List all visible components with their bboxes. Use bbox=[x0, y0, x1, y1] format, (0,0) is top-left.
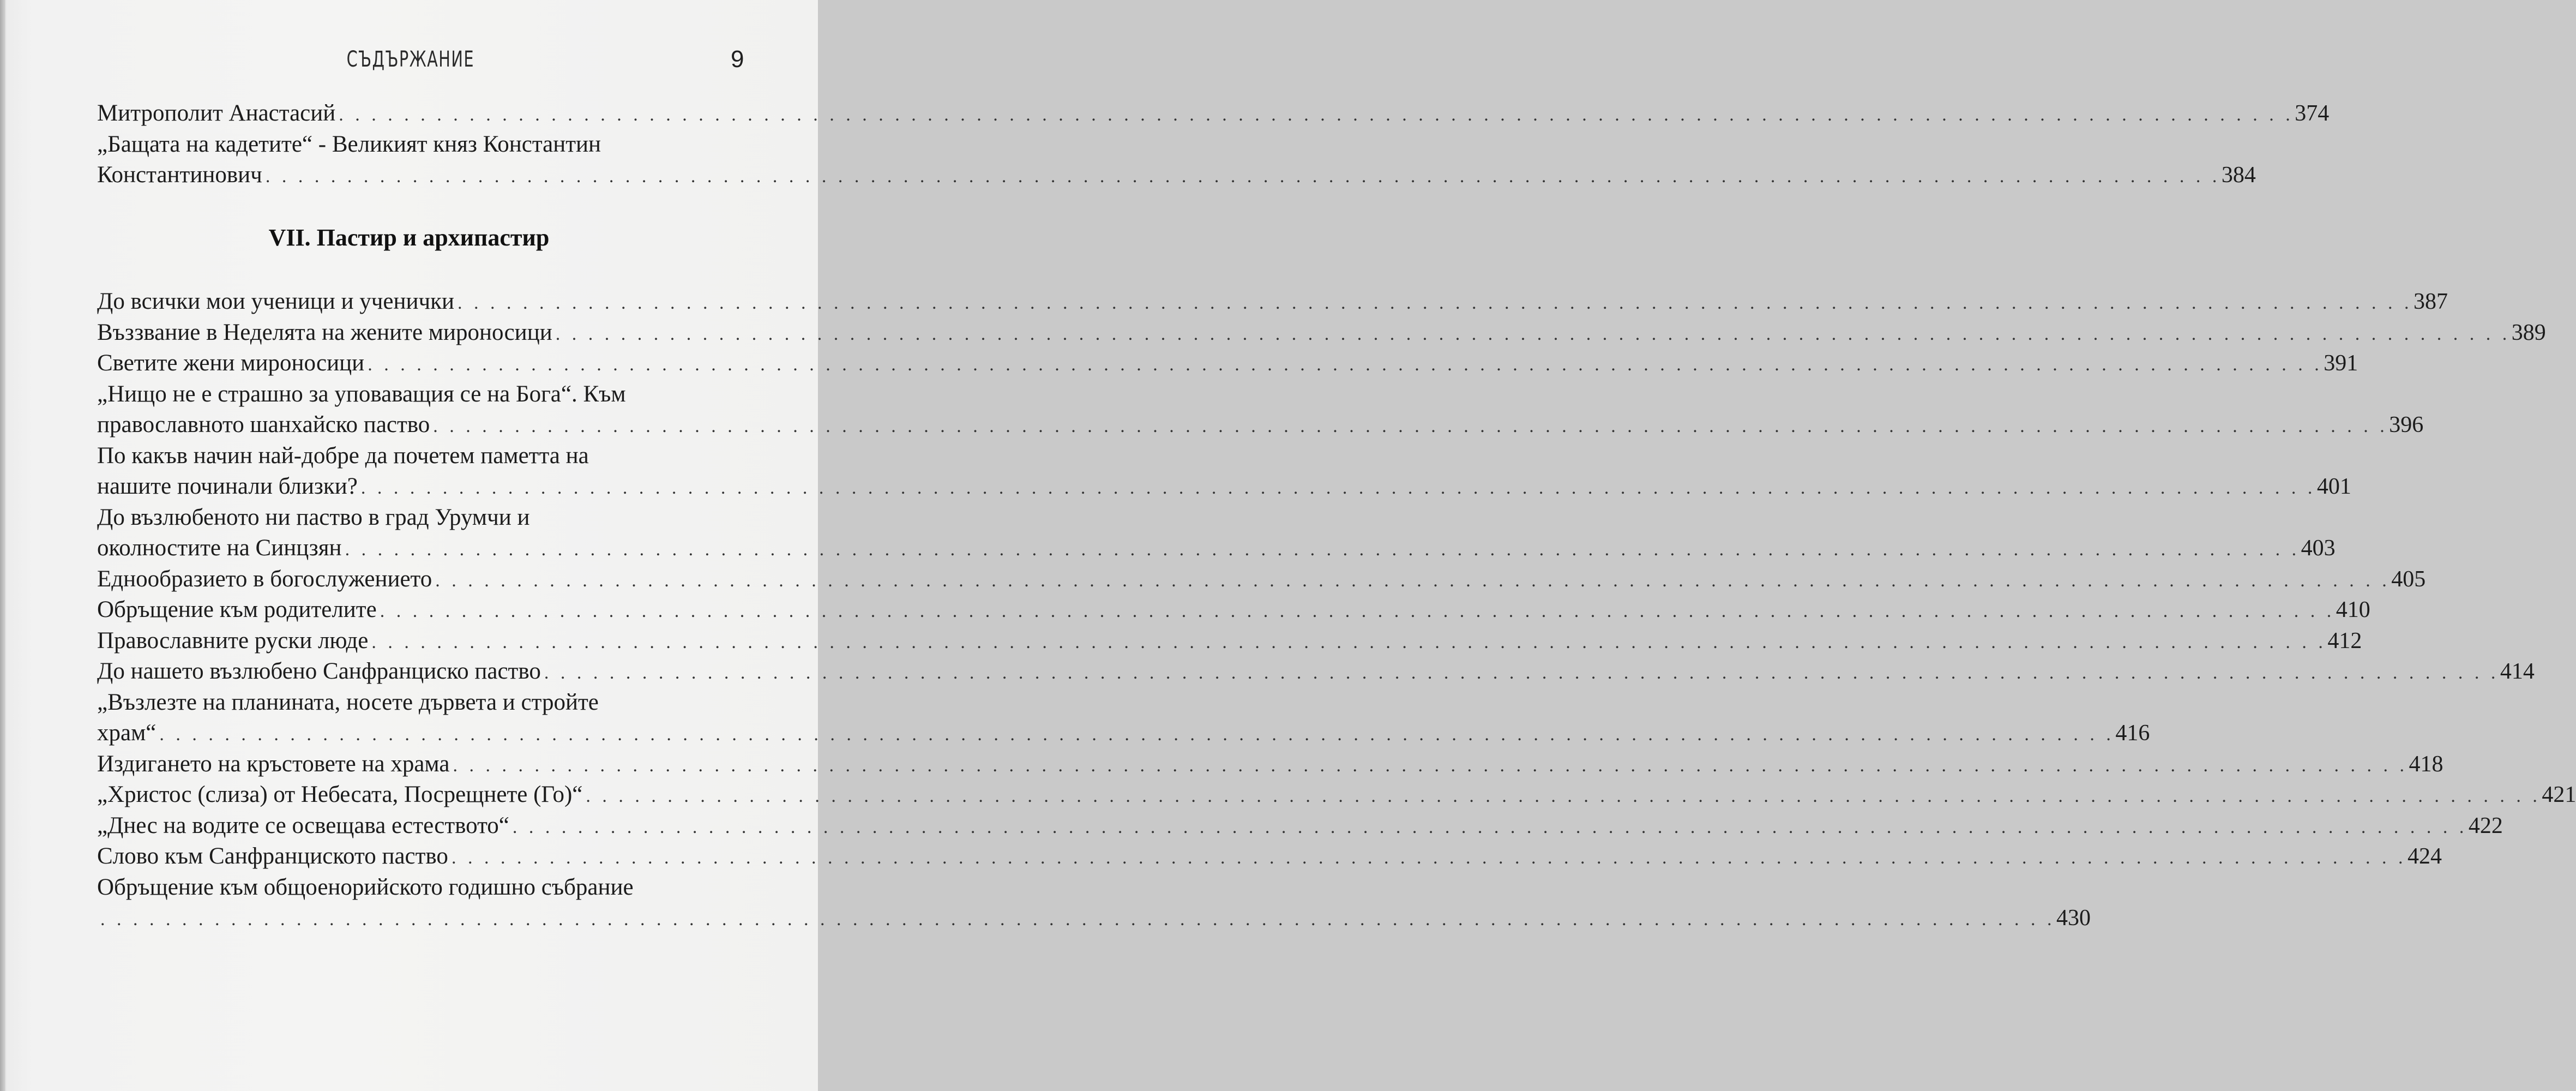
dot-leader: . . . . . . . . . . . . . . . . . . . . . . . . . . . . . . . . . . . . . . . . . . . . . . . . . . . . . . . . . . . . . . . . . . . . . . . . . . . . . . . . . . . . . . . . . . . . . . . . . . . . . . . . . . . . . . . . . . . . . . . . bbox=[555, 323, 2511, 344]
dot-leader: . . . . . . . . . . . . . . . . . . . . . . . . . . . . . . . . . . . . . . . . . . . . . . . . . . . . . . . . . . . . . . . . . . . . . . . . . . . . . . . . . . . . . . . . . . . . . . . . . . . . . . . . . . . . . . . . . . . . . . . . bbox=[544, 663, 2499, 683]
toc-entry bbox=[97, 317, 2546, 349]
dot-leader: . . . . . . . . . . . . . . . . . . . . . . . . . . . . . . . . . . . . . . . . . . . . . . . . . . . . . . . . . . . . . . . . . . . . . . . . . . . . . . . . . . . . . . . . . . . . . . . . . . . . . . . . . . . . . . . . . . . . . . . . bbox=[159, 724, 2115, 745]
toc-entry bbox=[97, 379, 2424, 441]
toc-entry-page: 430 bbox=[2056, 906, 2091, 931]
toc-entry-line bbox=[97, 471, 2351, 502]
toc-entry-title: По какъв начин най-добре да почетем паметта на bbox=[97, 442, 589, 469]
toc-entry-title: Константинович bbox=[97, 162, 262, 188]
toc-entry bbox=[97, 749, 2443, 780]
toc-entry-line bbox=[97, 687, 751, 718]
toc-entry-title: храм“ bbox=[97, 720, 157, 746]
toc-entry-line bbox=[97, 656, 2535, 687]
toc-entry-line bbox=[97, 595, 2370, 626]
toc-entry bbox=[97, 626, 2362, 657]
toc-entry bbox=[97, 656, 2535, 687]
toc-entry-line bbox=[97, 533, 2336, 564]
toc-entry-page: 416 bbox=[2115, 721, 2150, 746]
toc-entry-title: До нашето възлюбено Санфранциско паство bbox=[97, 658, 541, 684]
toc-entry-line bbox=[97, 903, 2091, 934]
toc-entry-title: православното шанхайско паство bbox=[97, 412, 430, 437]
toc-entry-page: 410 bbox=[2336, 597, 2370, 622]
toc-entry bbox=[97, 687, 2150, 749]
toc-entry-title: Въззвание в Неделята на жените мироносици bbox=[97, 319, 552, 345]
toc-entry-page: 401 bbox=[2316, 474, 2351, 499]
toc-entry bbox=[97, 564, 2426, 595]
toc-entry-page: 405 bbox=[2391, 566, 2426, 592]
dot-leader: . . . . . . . . . . . . . . . . . . . . . . . . . . . . . . . . . . . . . . . . . . . . . . . . . . . . . . . . . . . . . . . . . . . . . . . . . . . . . . . . . . . . . . . . . . . . . . . . . . . . . . . . . . . . . . . . . . . . . . . . bbox=[453, 755, 2408, 776]
toc-entry-title: Православните руски люде bbox=[97, 627, 369, 654]
toc-entry-page: 412 bbox=[2327, 628, 2362, 654]
toc-entry-line bbox=[97, 286, 2448, 317]
toc-entry-line bbox=[97, 626, 2362, 657]
toc-entry-page: 421 bbox=[2542, 782, 2576, 807]
toc-entry-title: Обръщение към родителите bbox=[97, 597, 377, 622]
toc-entry-line bbox=[97, 780, 2576, 811]
toc-entry-page: 414 bbox=[2500, 659, 2535, 684]
toc-entry-line bbox=[97, 811, 2503, 842]
toc-entry-page: 418 bbox=[2409, 751, 2443, 777]
toc-entry-title: „Бащата на кадетите“ - Великият княз Константин bbox=[97, 131, 601, 157]
toc-entry-line bbox=[97, 379, 751, 410]
toc-entry bbox=[97, 98, 2330, 129]
toc-entry bbox=[97, 841, 2442, 872]
toc-entry-line bbox=[97, 410, 2424, 441]
toc-entry-title: Еднообразието в богослужението bbox=[97, 566, 432, 592]
dot-leader: . . . . . . . . . . . . . . . . . . . . . . . . . . . . . . . . . . . . . . . . . . . . . . . . . . . . . . . . . . . . . . . . . . . . . . . . . . . . . . . . . . . . . . . . . . . . . . . . . . . . . . . . . . . . . . . . . . . . . . . . bbox=[451, 848, 2406, 868]
toc-entry bbox=[97, 348, 2358, 379]
toc-entry-line bbox=[97, 348, 2358, 379]
toc-entry-page: 424 bbox=[2407, 844, 2442, 869]
toc-entry-page: 422 bbox=[2468, 813, 2503, 838]
toc-entry-title: Издигането на кръстовете на храма bbox=[97, 751, 450, 777]
toc-entry-title: „Христос (слиза) от Небесата, Посрещнете (Го)“ bbox=[97, 782, 583, 807]
toc-entry-line bbox=[97, 749, 2443, 780]
toc-entry bbox=[97, 595, 2370, 626]
toc-entry-title: До възлюбеното ни паство в град Урумчи и bbox=[97, 504, 530, 530]
dot-leader: . . . . . . . . . . . . . . . . . . . . . . . . . . . . . . . . . . . . . . . . . . . . . . . . . . . . . . . . . . . . . . . . . . . . . . . . . . . . . . . . . . . . . . . . . . . . . . . . . . . . . . . . . . . . . . . . . . . . . . . . bbox=[368, 355, 2323, 375]
toc-entry-title: нашите починали близки? bbox=[97, 473, 358, 499]
toc-entry bbox=[97, 872, 2091, 934]
toc-entry-title: околностите на Синцзян bbox=[97, 535, 342, 561]
toc-entry bbox=[97, 780, 2576, 811]
dot-leader: . . . . . . . . . . . . . . . . . . . . . . . . . . . . . . . . . . . . . . . . . . . . . . . . . . . . . . . . . . . . . . . . . . . . . . . . . . . . . . . . . . . . . . . . . . . . . . . . . . . . . . . . . . . . . . . . . . . . . . . . bbox=[100, 909, 2055, 930]
dot-leader: . . . . . . . . . . . . . . . . . . . . . . . . . . . . . . . . . . . . . . . . . . . . . . . . . . . . . . . . . . . . . . . . . . . . . . . . . . . . . . . . . . . . . . . . . . . . . . . . . . . . . . . . . . . . . . . . . . . . . . . . bbox=[458, 293, 2413, 313]
toc-entry-page: 384 bbox=[2221, 163, 2256, 188]
dot-leader: . . . . . . . . . . . . . . . . . . . . . . . . . . . . . . . . . . . . . . . . . . . . . . . . . . . . . . . . . . . . . . . . . . . . . . . . . . . . . . . . . . . . . . . . . . . . . . . . . . . . . . . . . . . . . . . . . . . . . . . . bbox=[433, 416, 2388, 436]
toc-entry-page: 387 bbox=[2414, 289, 2448, 314]
toc-entry-line bbox=[97, 441, 751, 472]
running-head bbox=[0, 45, 818, 77]
toc-entry-page: 391 bbox=[2324, 351, 2358, 376]
toc-entry-title: „Нищо не е страшно за уповаващия се на Бога“. Към bbox=[97, 381, 626, 407]
dot-leader: . . . . . . . . . . . . . . . . . . . . . . . . . . . . . . . . . . . . . . . . . . . . . . . . . . . . . . . . . . . . . . . . . . . . . . . . . . . . . . . . . . . . . . . . . . . . . . . . . . . . . . . . . . . . . . . . . . . . . . . . bbox=[380, 601, 2335, 621]
toc-entry-page: 403 bbox=[2301, 536, 2336, 561]
toc-entry bbox=[97, 502, 2336, 564]
running-title: СЪДЪРЖАНИЕ bbox=[346, 47, 475, 72]
toc-list-section bbox=[97, 286, 2576, 934]
dot-leader: . . . . . . . . . . . . . . . . . . . . . . . . . . . . . . . . . . . . . . . . . . . . . . . . . . . . . . . . . . . . . . . . . . . . . . . . . . . . . . . . . . . . . . . . . . . . . . . . . . . . . . . . . . . . . . . . . . . . . . . . bbox=[371, 632, 2327, 652]
toc-entry-title: До всички мои ученици и ученички bbox=[97, 289, 455, 314]
page-number: 9 bbox=[731, 46, 744, 73]
dot-leader: . . . . . . . . . . . . . . . . . . . . . . . . . . . . . . . . . . . . . . . . . . . . . . . . . . . . . . . . . . . . . . . . . . . . . . . . . . . . . . . . . . . . . . . . . . . . . . . . . . . . . . . . . . . . . . . . . . . . . . . . bbox=[339, 105, 2294, 125]
toc-entry bbox=[97, 286, 2448, 317]
dot-leader: . . . . . . . . . . . . . . . . . . . . . . . . . . . . . . . . . . . . . . . . . . . . . . . . . . . . . . . . . . . . . . . . . . . . . . . . . . . . . . . . . . . . . . . . . . . . . . . . . . . . . . . . . . . . . . . . . . . . . . . . bbox=[265, 166, 2220, 187]
dot-leader: . . . . . . . . . . . . . . . . . . . . . . . . . . . . . . . . . . . . . . . . . . . . . . . . . . . . . . . . . . . . . . . . . . . . . . . . . . . . . . . . . . . . . . . . . . . . . . . . . . . . . . . . . . . . . . . . . . . . . . . . bbox=[360, 478, 2316, 498]
toc-entry-title: „Възлезте на планината, носете дървета и стройте bbox=[97, 689, 599, 715]
toc-entry-line bbox=[97, 841, 2442, 872]
toc-entry-line bbox=[97, 502, 751, 533]
toc-entry-line bbox=[97, 718, 2150, 749]
toc-entry bbox=[97, 811, 2503, 842]
toc-entry-line bbox=[97, 317, 2546, 349]
dot-leader: . . . . . . . . . . . . . . . . . . . . . . . . . . . . . . . . . . . . . . . . . . . . . . . . . . . . . . . . . . . . . . . . . . . . . . . . . . . . . . . . . . . . . . . . . . . . . . . . . . . . . . . . . . . . . . . . . . . . . . . . bbox=[435, 570, 2391, 591]
toc-entry-line bbox=[97, 872, 751, 903]
toc-entry-line bbox=[97, 564, 2426, 595]
toc-entry-title: Митрополит Анастасий bbox=[97, 100, 336, 126]
dot-leader: . . . . . . . . . . . . . . . . . . . . . . . . . . . . . . . . . . . . . . . . . . . . . . . . . . . . . . . . . . . . . . . . . . . . . . . . . . . . . . . . . . . . . . . . . . . . . . . . . . . . . . . . . . . . . . . . . . . . . . . . bbox=[345, 539, 2300, 560]
toc-entry-line bbox=[97, 129, 751, 160]
toc-entry bbox=[97, 129, 2256, 191]
toc-entry-line bbox=[97, 98, 2330, 129]
toc-list-top bbox=[97, 98, 2330, 191]
section-heading: VII. Пастир и архипастир bbox=[268, 224, 550, 251]
toc-entry-page: 396 bbox=[2389, 412, 2424, 437]
toc-entry-page: 389 bbox=[2511, 320, 2546, 345]
dot-leader: . . . . . . . . . . . . . . . . . . . . . . . . . . . . . . . . . . . . . . . . . . . . . . . . . . . . . . . . . . . . . . . . . . . . . . . . . . . . . . . . . . . . . . . . . . . . . . . . . . . . . . . . . . . . . . . . . . . . . . . . bbox=[586, 786, 2541, 806]
toc-entry-title: Светите жени мироносици bbox=[97, 350, 365, 376]
toc-entry-title: Обръщение към общоенорийското годишно събрание bbox=[97, 874, 634, 900]
toc-entry bbox=[97, 441, 2351, 502]
dot-leader: . . . . . . . . . . . . . . . . . . . . . . . . . . . . . . . . . . . . . . . . . . . . . . . . . . . . . . . . . . . . . . . . . . . . . . . . . . . . . . . . . . . . . . . . . . . . . . . . . . . . . . . . . . . . . . . . . . . . . . . . bbox=[512, 817, 2467, 837]
toc-entry-page: 374 bbox=[2295, 101, 2330, 126]
toc-entry-title: „Днес на водите се освещава естеството“ bbox=[97, 812, 509, 838]
page-gutter bbox=[0, 0, 5, 1091]
toc-entry-line bbox=[97, 160, 2256, 191]
toc-entry-title: Слово към Санфранциското паство bbox=[97, 843, 448, 869]
